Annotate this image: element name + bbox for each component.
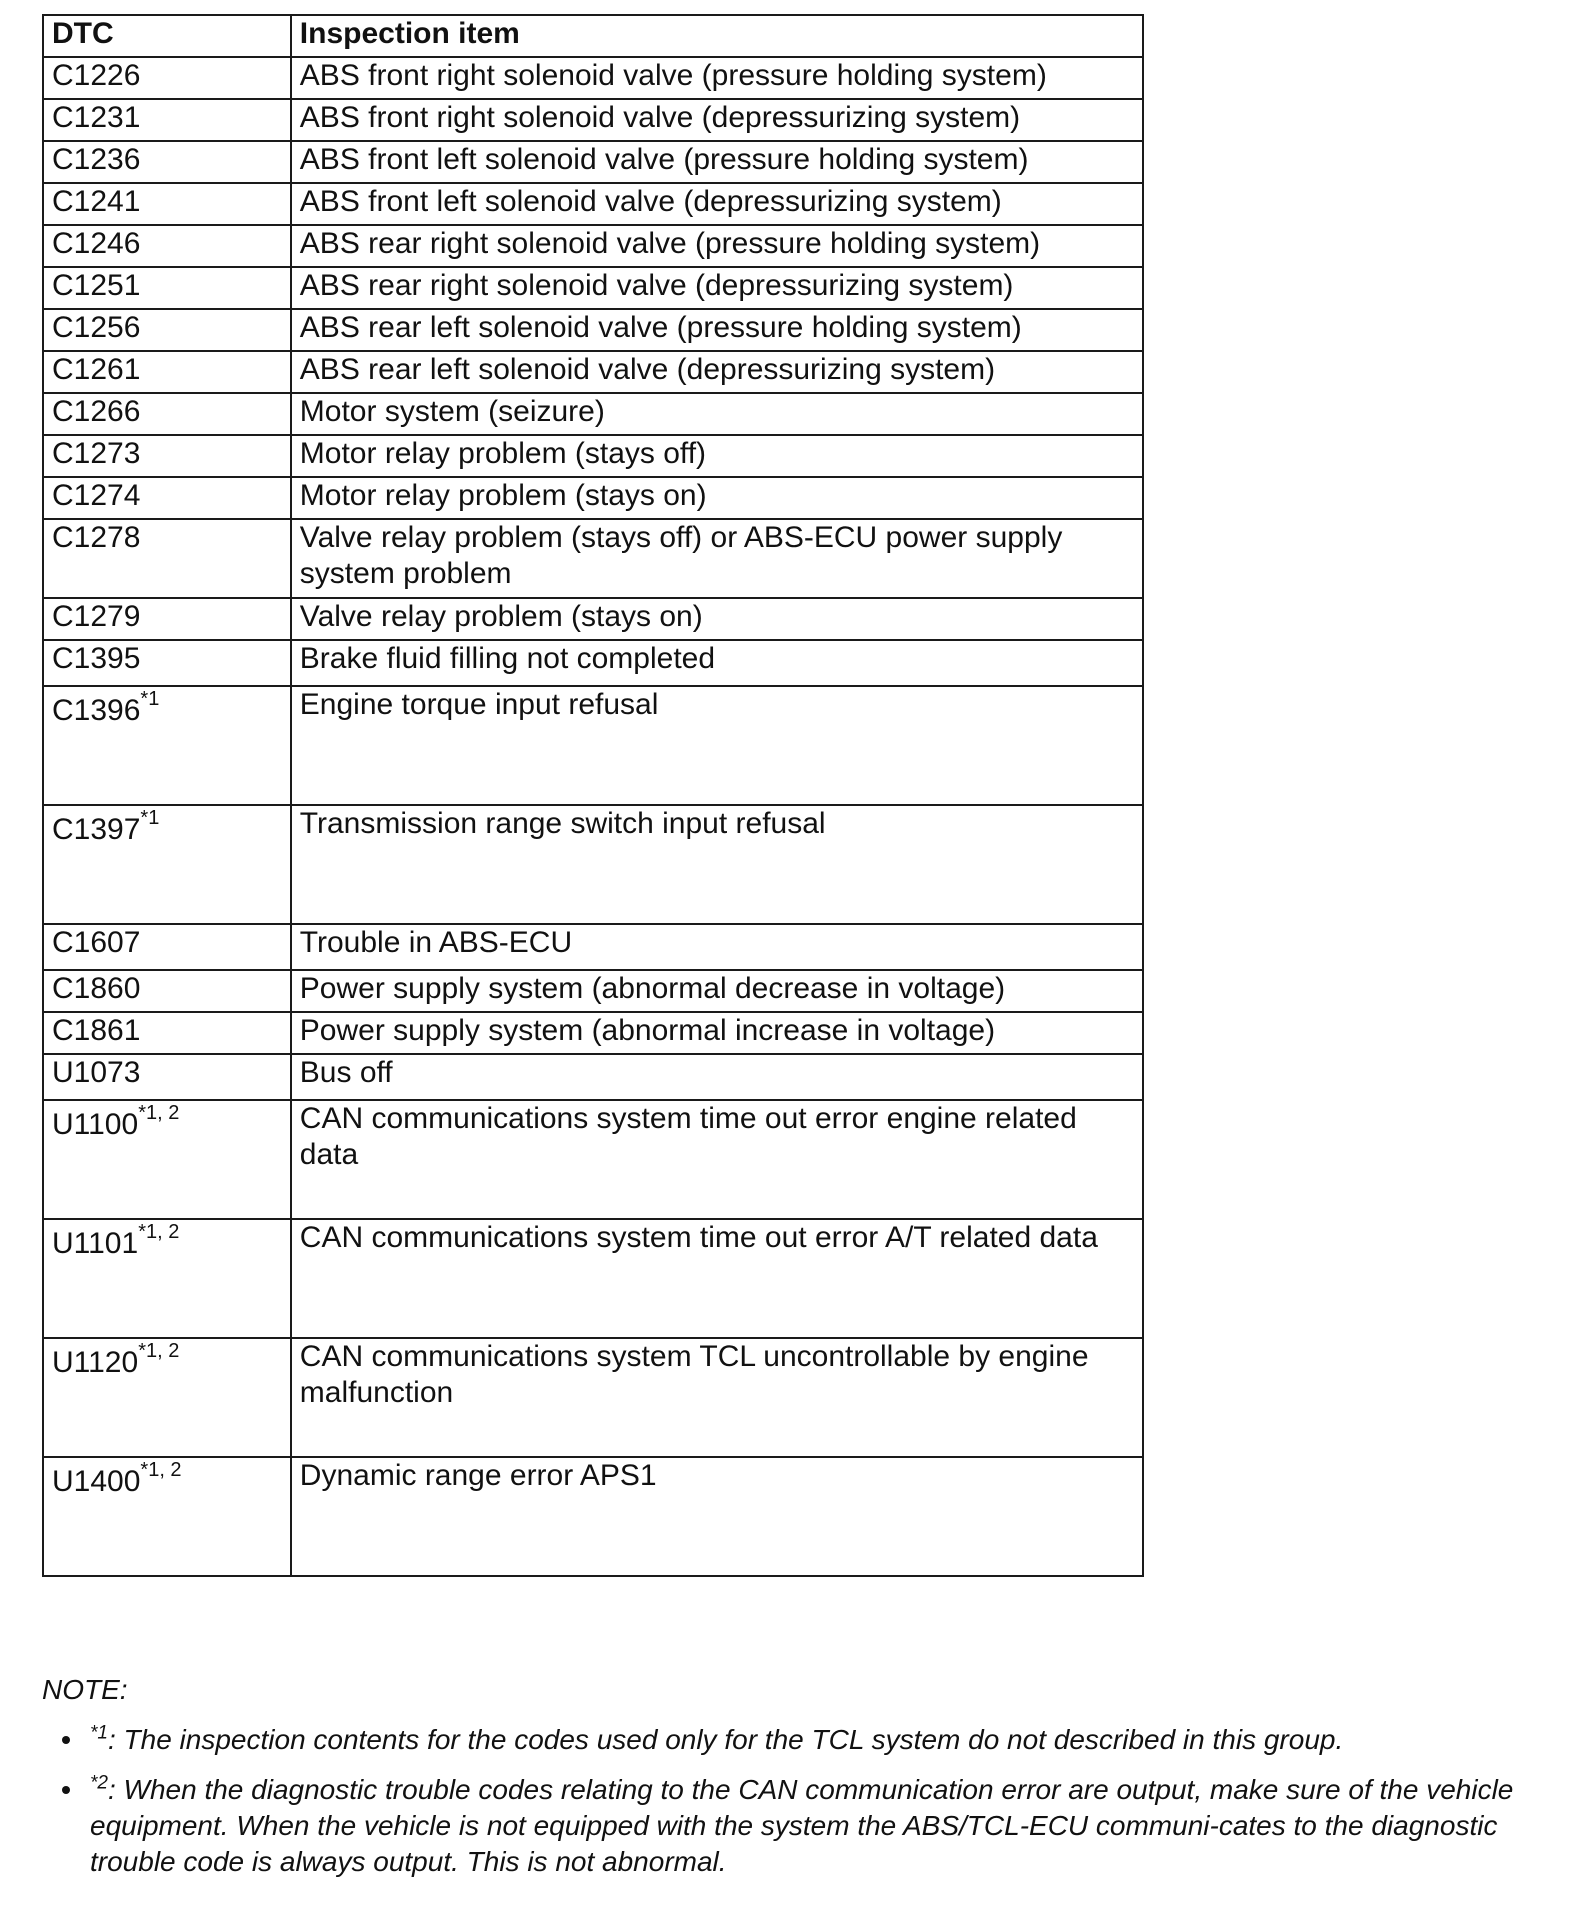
inspection-item: ABS rear right solenoid valve (depressurizing system) bbox=[291, 267, 1143, 309]
dtc-code: C1251 bbox=[43, 267, 291, 309]
inspection-item: CAN communications system time out error A/T related data bbox=[291, 1219, 1143, 1338]
inspection-item: Motor relay problem (stays off) bbox=[291, 435, 1143, 477]
dtc-code: C1273 bbox=[43, 435, 291, 477]
bullet-icon bbox=[62, 1736, 70, 1744]
inspection-item: ABS rear left solenoid valve (depressurizing system) bbox=[291, 351, 1143, 393]
note-text: : The inspection contents for the codes used only for the TCL system do not described in this group. bbox=[107, 1724, 1344, 1755]
note-footnote-mark: *1 bbox=[90, 1722, 108, 1744]
dtc-code: C1279 bbox=[43, 598, 291, 640]
dtc-code: U1073 bbox=[43, 1054, 291, 1100]
table-row bbox=[43, 519, 1143, 598]
dtc-code: C1397$^{*1}$ bbox=[43, 805, 291, 924]
table-row bbox=[43, 267, 1143, 309]
dtc-code: U1100$^{*1, 2}$ bbox=[43, 1100, 291, 1219]
footnote-ref: *1 bbox=[140, 688, 160, 710]
notes-section bbox=[42, 1672, 1542, 1894]
dtc-code: C1261 bbox=[43, 351, 291, 393]
dtc-code: U1400$^{*1, 2}$ bbox=[43, 1457, 291, 1576]
inspection-item: Dynamic range error APS1 bbox=[291, 1457, 1143, 1576]
inspection-item: Transmission range switch input refusal bbox=[291, 805, 1143, 924]
inspection-item: Engine torque input refusal bbox=[291, 686, 1143, 805]
table-row bbox=[43, 1338, 1143, 1457]
dtc-code: C1860 bbox=[43, 970, 291, 1012]
dtc-code: C1246 bbox=[43, 225, 291, 267]
table-row bbox=[43, 805, 1143, 924]
inspection-item: ABS rear right solenoid valve (pressure holding system) bbox=[291, 225, 1143, 267]
table-row bbox=[43, 141, 1143, 183]
dtc-code: C1226 bbox=[43, 57, 291, 99]
table-row bbox=[43, 686, 1143, 805]
table-row bbox=[43, 225, 1143, 267]
inspection-item: CAN communications system time out error engine related data bbox=[291, 1100, 1143, 1219]
inspection-item: ABS rear left solenoid valve (pressure holding system) bbox=[291, 309, 1143, 351]
table-row bbox=[43, 393, 1143, 435]
dtc-code: U1101$^{*1, 2}$ bbox=[43, 1219, 291, 1338]
dtc-code: C1241 bbox=[43, 183, 291, 225]
note-item bbox=[42, 1722, 1542, 1758]
note-heading: NOTE: bbox=[42, 1674, 128, 1705]
table-row bbox=[43, 477, 1143, 519]
dtc-code: C1396$^{*1}$ bbox=[43, 686, 291, 805]
footnote-ref: *1, 2 bbox=[138, 1221, 180, 1243]
dtc-code: C1861 bbox=[43, 1012, 291, 1054]
dtc-table bbox=[42, 14, 1144, 1577]
header-inspection-item: Inspection item bbox=[291, 15, 1143, 57]
inspection-item: Power supply system (abnormal increase in voltage) bbox=[291, 1012, 1143, 1054]
bullet-icon bbox=[62, 1786, 70, 1794]
inspection-item: Motor system (seizure) bbox=[291, 393, 1143, 435]
note-footnote-mark: *2 bbox=[90, 1772, 108, 1794]
inspection-item: Valve relay problem (stays off) or ABS-ECU power supply system problem bbox=[291, 519, 1143, 598]
inspection-item: ABS front right solenoid valve (pressure holding system) bbox=[291, 57, 1143, 99]
table-row bbox=[43, 351, 1143, 393]
dtc-code: C1266 bbox=[43, 393, 291, 435]
dtc-code: C1274 bbox=[43, 477, 291, 519]
inspection-item: Bus off bbox=[291, 1054, 1143, 1100]
dtc-code: C1607 bbox=[43, 924, 291, 970]
table-row bbox=[43, 1457, 1143, 1576]
table-row bbox=[43, 970, 1143, 1012]
inspection-item: Trouble in ABS-ECU bbox=[291, 924, 1143, 970]
inspection-item: Power supply system (abnormal decrease in voltage) bbox=[291, 970, 1143, 1012]
inspection-item: CAN communications system TCL uncontrollable by engine malfunction bbox=[291, 1338, 1143, 1457]
dtc-code: C1231 bbox=[43, 99, 291, 141]
footnote-ref: *1, 2 bbox=[140, 1459, 182, 1481]
table-row bbox=[43, 1012, 1143, 1054]
table-row bbox=[43, 57, 1143, 99]
note-text: : When the diagnostic trouble codes relating to the CAN communication error are output, make sure of the vehicle equipment. When the vehicle is not equipped with the system the ABS/TCL-ECU communi-cates to the diagnostic trouble code is always output. This is not abnormal. bbox=[90, 1774, 1514, 1877]
inspection-item: Valve relay problem (stays on) bbox=[291, 598, 1143, 640]
table-row bbox=[43, 924, 1143, 970]
note-list bbox=[42, 1722, 1542, 1880]
footnote-ref: *1, 2 bbox=[138, 1102, 180, 1124]
table-row bbox=[43, 1219, 1143, 1338]
table-row bbox=[43, 1100, 1143, 1219]
inspection-item: ABS front left solenoid valve (pressure holding system) bbox=[291, 141, 1143, 183]
table-row bbox=[43, 1054, 1143, 1100]
dtc-code: U1120$^{*1, 2}$ bbox=[43, 1338, 291, 1457]
dtc-code: C1256 bbox=[43, 309, 291, 351]
inspection-item: ABS front left solenoid valve (depressurizing system) bbox=[291, 183, 1143, 225]
dtc-code: C1236 bbox=[43, 141, 291, 183]
dtc-code: C1395 bbox=[43, 640, 291, 686]
table-row bbox=[43, 435, 1143, 477]
table-row bbox=[43, 99, 1143, 141]
table-row bbox=[43, 640, 1143, 686]
inspection-item: Motor relay problem (stays on) bbox=[291, 477, 1143, 519]
inspection-item: Brake fluid filling not completed bbox=[291, 640, 1143, 686]
footnote-ref: *1, 2 bbox=[138, 1340, 180, 1362]
table-row bbox=[43, 309, 1143, 351]
footnote-ref: *1 bbox=[140, 807, 160, 829]
note-item bbox=[42, 1772, 1542, 1880]
table-row bbox=[43, 598, 1143, 640]
inspection-item: ABS front right solenoid valve (depressurizing system) bbox=[291, 99, 1143, 141]
table-header-row bbox=[43, 15, 1143, 57]
header-dtc: DTC bbox=[43, 15, 291, 57]
dtc-code: C1278 bbox=[43, 519, 291, 598]
table-row bbox=[43, 183, 1143, 225]
